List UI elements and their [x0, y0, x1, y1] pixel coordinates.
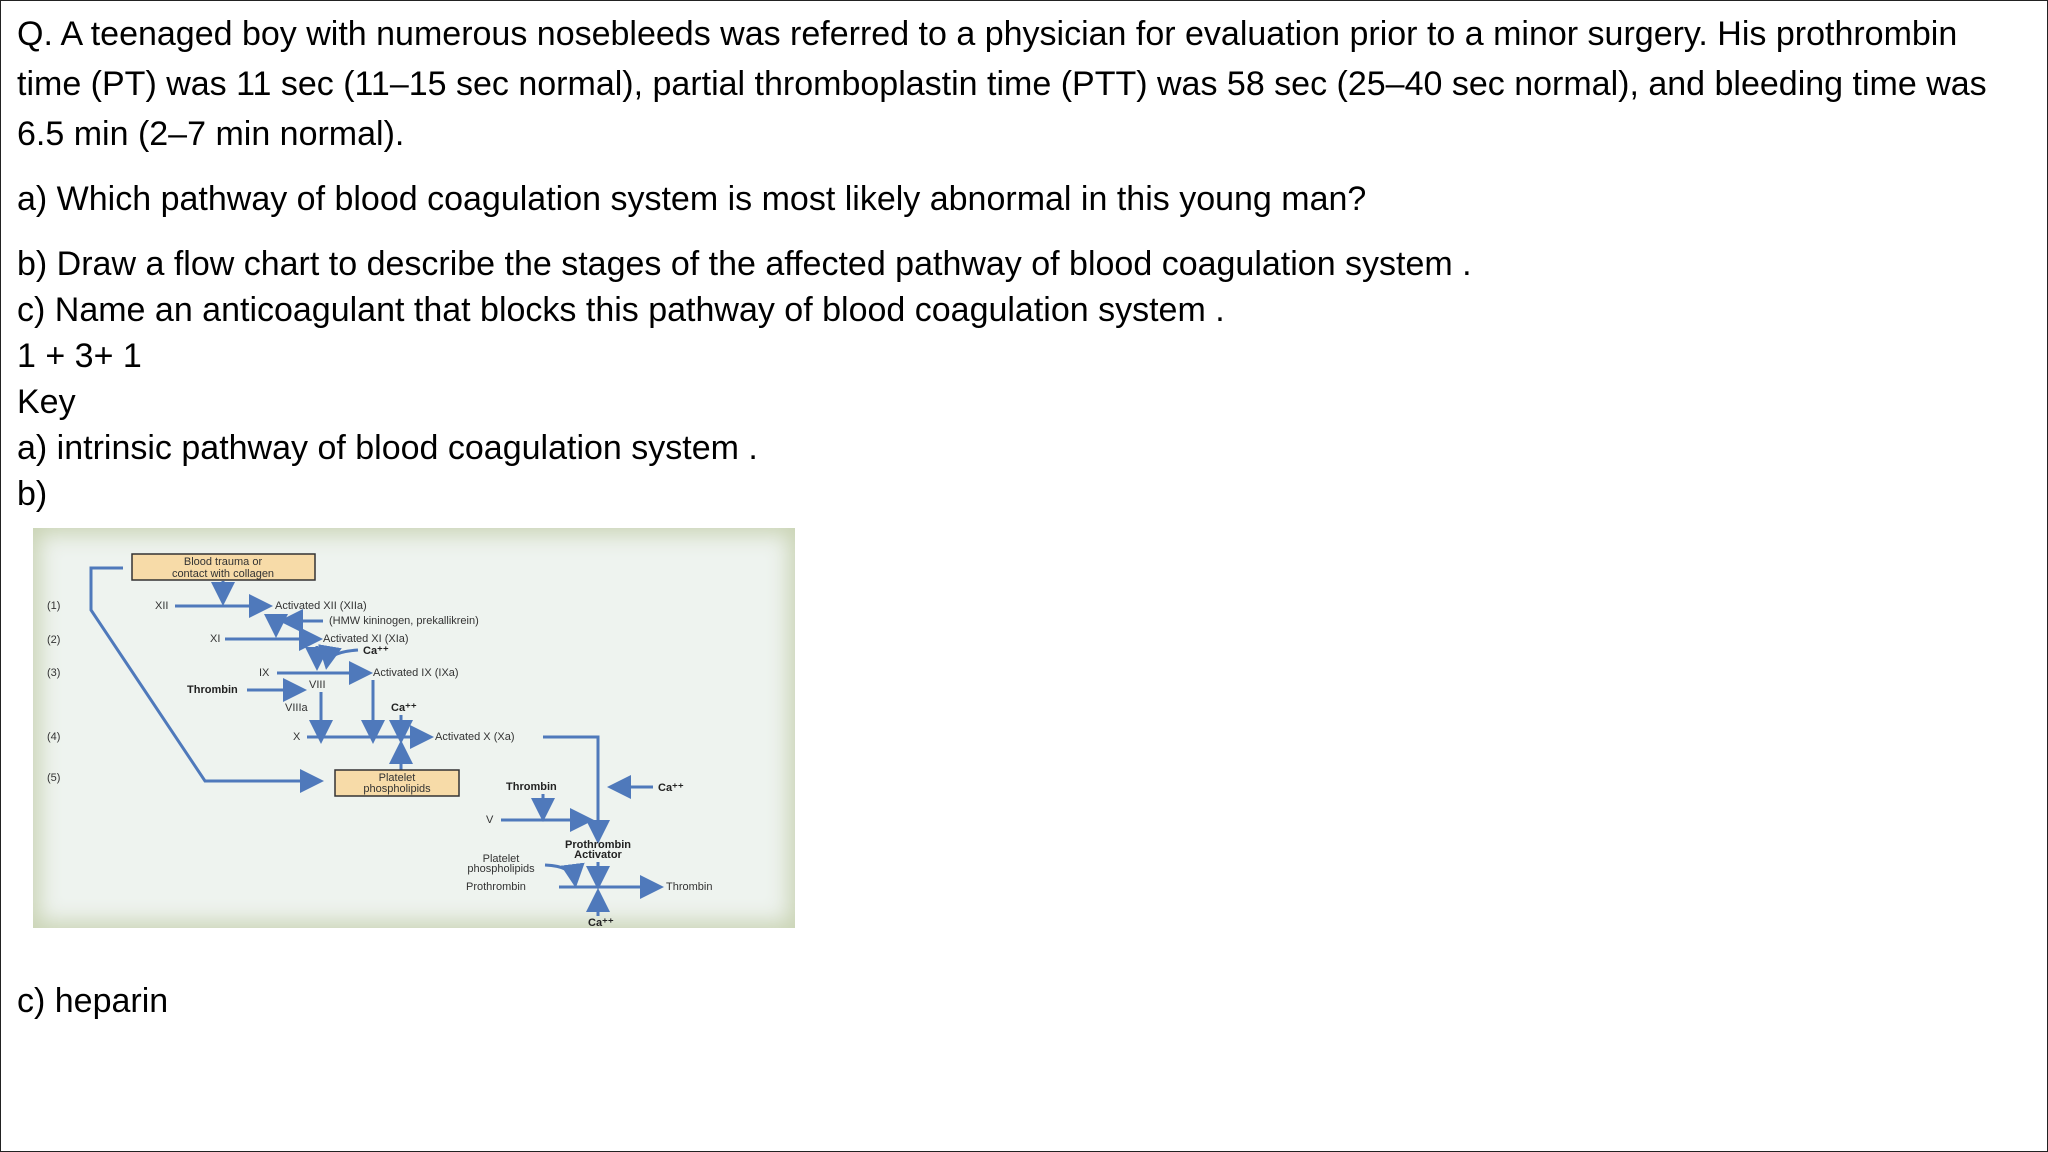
answer-a: a) intrinsic pathway of blood coagulation system .	[17, 429, 758, 467]
thrombin-right-label: Thrombin	[666, 881, 713, 893]
step-2-label: (2)	[47, 634, 61, 646]
platelet-lower-arrow	[545, 865, 575, 882]
prothrombin-label: Prothrombin	[466, 881, 526, 893]
trauma-label-2: contact with collagen	[171, 568, 275, 580]
factor-x-label: X	[293, 731, 301, 743]
platelet-box-label-1: Platelet	[378, 772, 416, 784]
prothrombin-activator-label-1: Prothrombin	[565, 839, 631, 851]
platelet-lower-label-2: phospholipids	[467, 863, 535, 875]
thrombin-left-label: Thrombin	[187, 684, 238, 696]
step-3-label: (3)	[47, 667, 61, 679]
calcium-label-4: Ca⁺⁺	[588, 917, 614, 928]
answer-b: b)	[17, 475, 48, 513]
activated-x-label: Activated X (Xa)	[435, 731, 515, 743]
step-5-label: (5)	[47, 772, 61, 784]
question-text: Q. A teenaged boy with numerous nosebleeds was referred to a physician for evaluation prior to a minor surgery. His prothrombin time (PT) was 11 sec (11–15 sec normal), partial thromboplastin time (PTT) was 58 sec (25–40 sec normal), and bleeding time was 6.5 min (2–7 min normal).	[17, 15, 1987, 153]
marks-allocation: 1 + 3+ 1	[17, 337, 142, 375]
prothrombin-activator-label-2: Activator	[574, 849, 622, 861]
activated-ix-label: Activated IX (IXa)	[373, 667, 459, 679]
step-1-label: (1)	[47, 600, 61, 612]
platelet-lower-label-1: Platelet	[482, 853, 520, 865]
calcium-label-3: Ca⁺⁺	[658, 782, 684, 794]
key-heading: Key	[17, 383, 76, 421]
calcium-label-1: Ca⁺⁺	[363, 645, 389, 657]
thrombin-mid-label: Thrombin	[506, 781, 557, 793]
question-part-c: c) Name an anticoagulant that blocks this pathway of blood coagulation system .	[17, 291, 1225, 329]
calcium-1-arrow	[327, 650, 358, 664]
hmw-label: (HMW kininogen, prekallikrein)	[329, 615, 479, 627]
trauma-label-1: Blood trauma or	[183, 556, 263, 568]
factor-ix-label: IX	[259, 667, 270, 679]
question-part-a: a) Which pathway of blood coagulation system is most likely abnormal in this young man?	[17, 180, 1367, 218]
calcium-label-2: Ca⁺⁺	[391, 702, 417, 714]
factor-viii-label: VIII	[309, 679, 326, 691]
answer-c: c) heparin	[17, 982, 169, 1020]
flowchart-graphic	[33, 528, 795, 928]
step-4-label: (4)	[47, 731, 61, 743]
activated-xii-label: Activated XII (XIIa)	[275, 600, 367, 612]
activated-xi-label: Activated XI (XIa)	[323, 633, 409, 645]
factor-xi-label: XI	[210, 633, 221, 645]
intrinsic-pathway-flowchart	[33, 528, 795, 928]
factor-v-label: V	[486, 814, 494, 826]
question-part-b: b) Draw a flow chart to describe the stages of the affected pathway of blood coagulation system .	[17, 245, 1472, 283]
factor-viiia-label: VIIIa	[285, 702, 308, 714]
factor-xii-label: XII	[155, 600, 169, 612]
platelet-box-label-2: phospholipids	[363, 783, 431, 795]
